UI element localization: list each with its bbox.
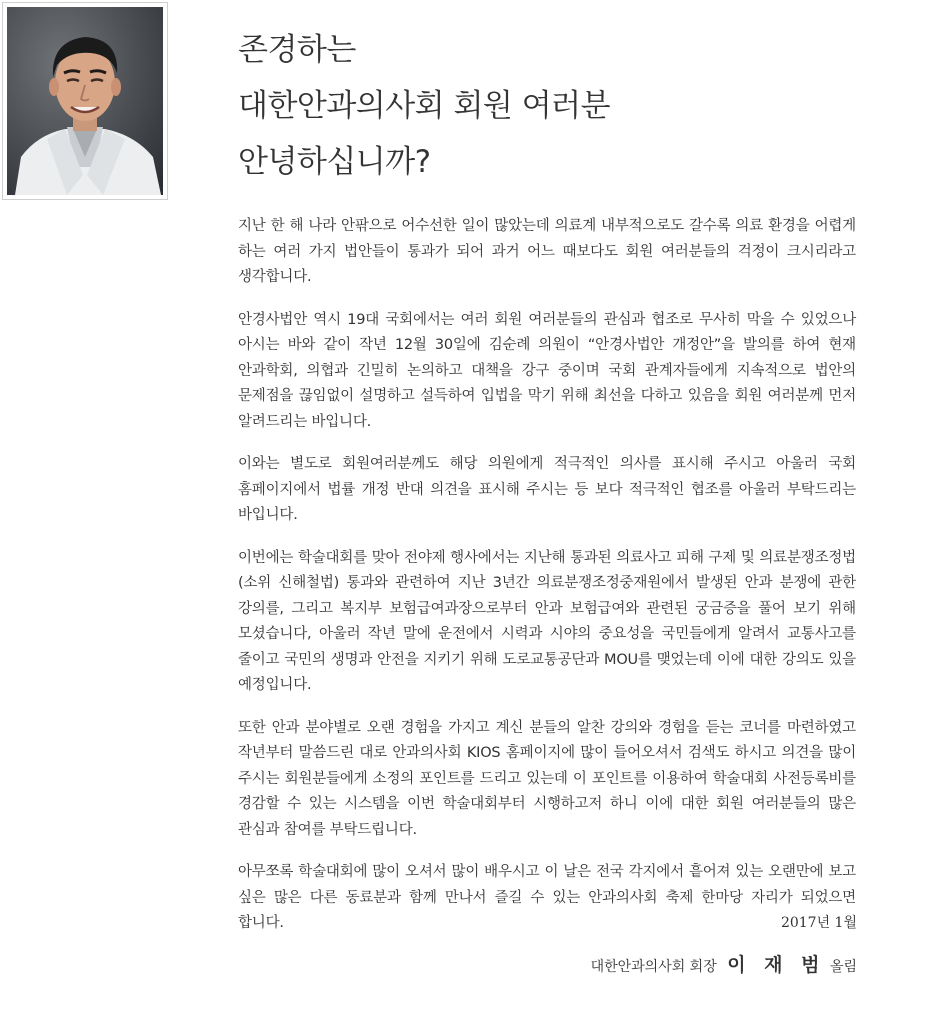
letter-paragraph: 이번에는 학술대회를 맞아 전야제 행사에서는 지난해 통과된 의료사고 피해 구제 및 의료분쟁조정법 (소위 신해철법) 통과와 관련하여 지난 3년간 의료분쟁조정중재원에서 발생된 안과 분쟁에 관한 강의를, 그리고 복지부 보험급여과장으로부터 안과 보험급여와 관련된 궁금증을 풀어 보기 위해 모셨습니다, 아울러 작년 말에 운전에서 시력과 시야의 중요성을 국민들에게 알려서 교통사고를 줄이고 국민의 생명과 안전을 지키기 위해 도로교통공단과 MOU를 맺었는데 이에 대한 강의도 있을 예정입니다.	[238, 549, 856, 693]
greeting-line-1: 존경하는	[238, 32, 356, 68]
letter-date: 2017년 1월	[780, 915, 857, 931]
signer-name: 이 재 범	[727, 954, 826, 976]
letter-paragraph: 안경사법안 역시 19대 국회에서는 여러 회원 여러분들의 관심과 협조로 무사히 막을 수 있었으나 아시는 바와 같이 작년 12월 30일에 김순례 의원이 “안경사법안 개정안”을 발의를 하여 현재 안과학회, 의협과 긴밀히 논의하고 대책을 강구 중이며 국회 관계자들에게 지속적으로 법안의 문제점을 끊임없이 설명하고 설득하여 입법을 막기 위해 최선을 다하고 있음을 회원 여러분께 먼저 알려드리는 바입니다.	[238, 311, 856, 430]
letter-paragraph: 이와는 별도로 회원여러분께도 해당 의원에게 적극적인 의사를 표시해 주시고 아울러 국회 홈페이지에서 법률 개정 반대 의견을 표시해 주시는 등 보다 적극적인 협조를 아울러 부탁드리는 바입니다.	[238, 456, 856, 523]
portrait-photo	[2, 2, 168, 200]
letter-paragraph: 지난 한 해 나라 안팎으로 어수선한 일이 많았는데 의료계 내부적으로도 갈수록 의료 환경을 어렵게 하는 여러 가지 법안들이 통과가 되어 과거 어느 때보다도 회원 여러분들의 걱정이 크시리라고 생각합니다.	[238, 218, 856, 285]
greeting-line-2: 대한안과의사회 회원 여러분	[238, 88, 611, 124]
signature	[591, 950, 857, 977]
letter-paragraph: 아무쪼록 학술대회에 많이 오셔서 많이 배우시고 이 날은 전국 각지에서 흩어져 있는 오랜만에 보고 싶은 많은 다른 동료분과 함께 만나서 즐길 수 있는 안과의사회 축제 한마당 자리가 되었으면 합니다.	[238, 864, 856, 931]
portrait-image	[7, 7, 163, 195]
signature-suffix: 올림	[829, 959, 857, 975]
letter-paragraph: 또한 안과 분야별로 오랜 경험을 가지고 계신 분들의 알찬 강의와 경험을 듣는 코너를 마련하였고 작년부터 말씀드린 대로 안과의사회 KIOS 홈페이지에 많이 들어오셔서 검색도 하시고 의견을 많이 주시는 회원분들에게 소정의 포인트를 드리고 있는데 이 포인트를 이용하여 학술대회 사전등록비를 경감할 수 있는 시스템을 이번 학술대회부터 시행하고저 하니 이에 대한 회원 여러분들의 많은 관심과 참여를 부탁드립니다.	[238, 719, 856, 838]
letter-body	[238, 214, 856, 954]
signer-organization: 대한안과의사회 회장	[590, 959, 717, 975]
greeting-line-3: 안녕하십니까?	[238, 144, 431, 180]
greeting-heading	[238, 22, 878, 190]
